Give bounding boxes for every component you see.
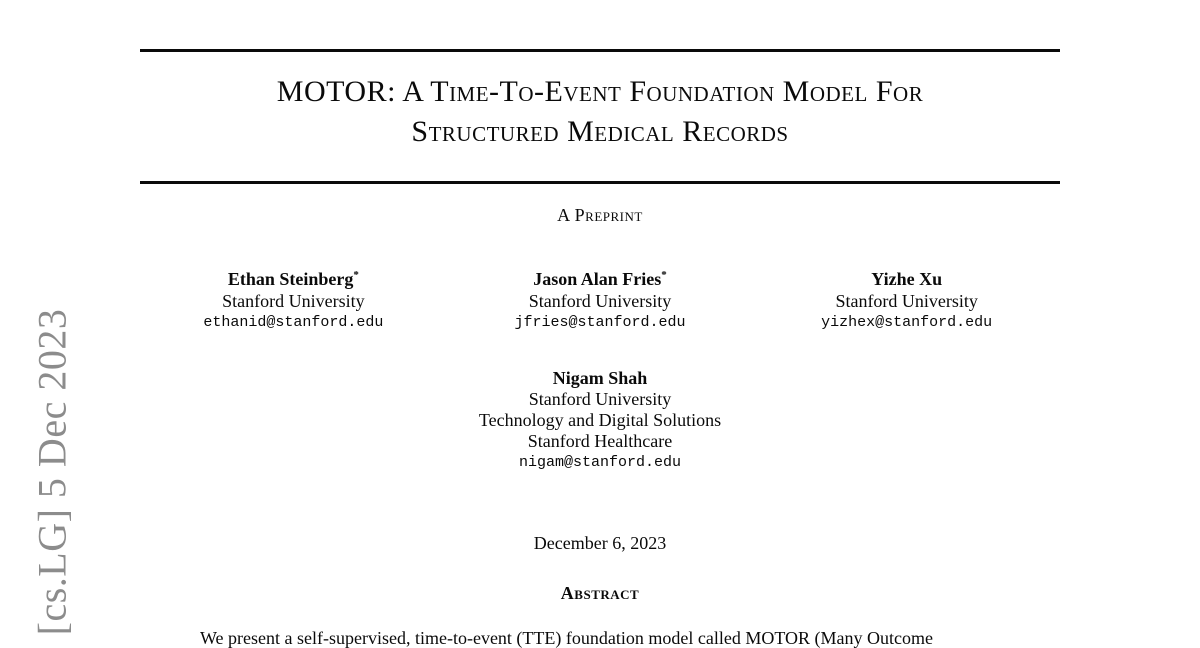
paper-title-line2: Structured Medical Records	[411, 115, 789, 148]
author-affiliation: Technology and Digital Solutions	[478, 410, 722, 430]
arxiv-watermark: [cs.LG] 5 Dec 2023	[29, 308, 75, 636]
author-email: yizhex@stanford.edu	[821, 314, 993, 331]
author-email: nigam@stanford.edu	[518, 454, 682, 471]
preprint-label: A Preprint	[557, 205, 643, 225]
publication-date: December 6, 2023	[533, 533, 667, 553]
author-email: ethanid@stanford.edu	[203, 314, 384, 331]
paper-title-line1: MOTOR: A Time-To-Event Foundation Model For	[276, 75, 924, 108]
authors-row	[140, 264, 1060, 334]
author-name	[140, 264, 447, 290]
author-block-fries	[447, 264, 754, 334]
paper-content	[140, 0, 1060, 648]
author-name-text: Jason Alan Fries	[533, 269, 662, 289]
author-block-xu	[753, 264, 1060, 334]
title-rule-bottom	[140, 181, 1060, 184]
abstract-heading: Abstract	[560, 583, 640, 603]
title-rule-top	[140, 49, 1060, 52]
author-email: jfries@stanford.edu	[514, 314, 686, 331]
author-footnote-mark: *	[353, 269, 359, 281]
author-affiliation: Stanford University	[528, 389, 672, 409]
author-block-shah	[140, 368, 1060, 473]
author-affiliation: Stanford University	[222, 291, 365, 311]
author-affiliation: Stanford University	[835, 291, 978, 311]
author-name	[753, 264, 1060, 290]
author-affiliation: Stanford Healthcare	[527, 431, 673, 451]
author-footnote-mark: *	[661, 269, 667, 281]
author-name: Nigam Shah	[552, 368, 648, 388]
author-affiliation: Stanford University	[528, 291, 672, 311]
author-name	[447, 264, 754, 290]
abstract-text: We present a self-supervised, time-to-event (TTE) foundation model called MOTOR (Many Outcome	[200, 628, 933, 648]
author-name-text: Ethan Steinberg	[227, 269, 354, 289]
author-name-text: Yizhe Xu	[871, 269, 943, 289]
paper-title	[140, 72, 1060, 152]
author-block-steinberg	[140, 264, 447, 334]
